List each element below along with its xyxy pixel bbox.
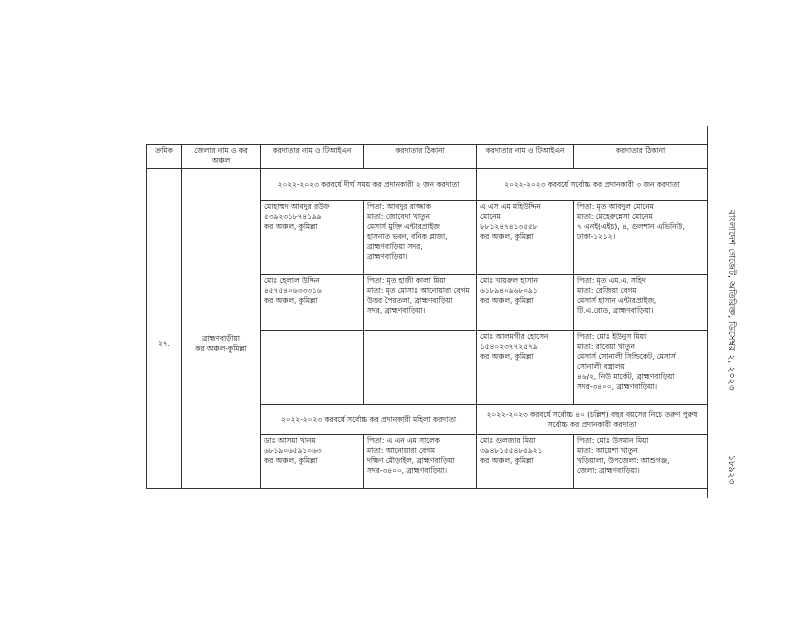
- taxpayer-tin: ১৫৪০২৩৭৭২৫৭৯: [480, 342, 538, 351]
- address-line: সদর-৩৪০০, ব্রাহ্মণবাড়িয়া।: [367, 466, 448, 475]
- section-longest-taxpayers: ২০২২-২০২৩ করবর্ষে দীর্ঘ সময় কর প্রদানকারী ২ জন করদাতা: [261, 169, 477, 201]
- taxpayer-address-cell: [364, 435, 477, 489]
- address-line: মাতা: আনোয়ারা বেগম: [367, 446, 436, 455]
- taxpayer-name: মোনেম: [480, 212, 501, 221]
- header-taxpayer-address-right: করদাতার ঠিকানা: [574, 145, 708, 169]
- address-line: হাসনাত ভবন, বনিক প্লাজা,: [367, 232, 448, 241]
- address-line: মাতা: রেজিয়া বেগম: [577, 286, 637, 295]
- address-line: মাতা: মৃত মোসাঃ আনোয়ারা বেগম: [367, 286, 470, 295]
- address-line: পিতা: মৃত হাজী কালা মিয়া: [367, 276, 446, 285]
- address-line: পিতা: মোঃ উসমান মিয়া: [577, 436, 649, 445]
- address-line: উত্তর পৈরতলা, ব্রাহ্মণবাড়িয়া: [367, 296, 453, 305]
- taxpayer-name-cell: [477, 331, 574, 405]
- address-line: মাতা: মেহেরুন্নেসা মোনেম: [577, 212, 653, 221]
- header-taxpayer-name-left: করদাতার নাম ও টিআইএন: [261, 145, 364, 169]
- address-line: খড়িয়ালা, উপজেলা: আশুগঞ্জ,: [577, 456, 670, 465]
- taxpayer-zone: কর অঞ্চল, কুমিল্লা: [480, 232, 534, 241]
- address-line: ৪৬/২, নিউ মার্কেট, ব্রাহ্মণবাড়িয়া: [577, 372, 675, 381]
- address-line: দক্ষিণ মৌড়াইল, ব্রাহ্মণবাড়িয়া: [367, 456, 455, 465]
- taxpayer-tin: ৬৮১৯০৬৫৯১০৬৩: [264, 446, 322, 455]
- address-line: পিতা: মৃত এম.এ. সহিদ: [577, 276, 646, 285]
- taxpayer-zone: কর অঞ্চল, কুমিল্লা: [480, 296, 534, 305]
- taxpayer-zone: কর অঞ্চল, কুমিল্লা: [480, 352, 534, 361]
- taxpayer-name-cell: [261, 201, 364, 275]
- address-line: মেসার্স মুক্তি এন্টারপ্রাইজ: [367, 222, 440, 231]
- taxpayer-name: এ এস এম মহিউদ্দিন: [480, 202, 541, 211]
- address-line: জেলা: ব্রাহ্মণবাড়িয়া।: [577, 466, 640, 475]
- address-line: পিতা: মৃত আবদুল মোনেম: [577, 202, 654, 211]
- taxpayer-tin: ৩৯৪৮১৫৫৪৮৫৯২১: [480, 446, 543, 455]
- taxpayer-address-cell: [574, 331, 708, 405]
- taxpayer-address-cell: [574, 275, 708, 331]
- address-line: সোনালী বস্ত্রালয়: [577, 362, 625, 371]
- taxpayer-name: মোঃ গুলজার মিয়া: [480, 436, 536, 445]
- page-number: ১৮৯২৩: [726, 455, 736, 485]
- district-cell: [182, 201, 261, 489]
- district-name: ব্রাহ্মণবাড়ীয়া: [201, 334, 241, 344]
- address-line: পিতা: এ এন এম সালেক: [367, 436, 440, 445]
- taxpayer-address-cell: [574, 435, 708, 489]
- taxpayer-tin: ৮৮১২৪৭৪১৩৫৫৮: [480, 222, 538, 231]
- tax-award-table: [146, 144, 708, 489]
- taxpayer-tin: ৪৫৭৫৪০৬৩৩৩১৬: [264, 286, 322, 295]
- taxpayer-name-cell: [261, 435, 364, 489]
- taxpayer-zone: কর অঞ্চল, কুমিল্লা: [480, 456, 534, 465]
- taxpayer-zone: কর অঞ্চল, কুমিল্লা: [264, 222, 318, 231]
- taxpayer-zone: কর অঞ্চল, কুমিল্লা: [264, 296, 318, 305]
- taxpayer-zone: কর অঞ্চল, কুমিল্লা: [264, 456, 318, 465]
- margin-rule: [707, 126, 708, 498]
- address-line: টি.এ.রোড, ব্রাহ্মণবাড়িয়া।: [577, 306, 654, 315]
- taxpayer-name: মোঃ খায়রুল হাসান: [480, 276, 538, 285]
- header-serial: ক্রমিক: [147, 145, 182, 169]
- empty-cell: [261, 331, 364, 405]
- address-line: ব্রাহ্মণবাড়িয়া সদর,: [367, 242, 423, 251]
- address-line: মেসার্স হাসান এন্টারপ্রাইজ,: [577, 296, 657, 305]
- address-line: ৭ এনই(এইচ), ৪, গুলশান এভিনিউ,: [577, 222, 685, 231]
- header-district: জেলার নাম ও কর অঞ্চল: [182, 145, 261, 169]
- taxpayer-address-cell: [364, 275, 477, 331]
- address-line: মাতা: রাবেয়া খাতুন: [577, 342, 635, 351]
- address-line: মেসার্স সোনালী সিন্ডিকেট, মেসার্স: [577, 352, 676, 361]
- taxpayer-name: মোহাম্মদ আবদুর রউফ: [264, 202, 330, 211]
- section-highest-taxpayers: ২০২২-২০২৩ করবর্ষে সর্বোচ্চ কর প্রদানকারী ৩ জন করদাতা: [477, 169, 708, 201]
- taxpayer-address-cell: [364, 201, 477, 275]
- taxpayer-tin: ৫৩৯২৩১৮৭৪১৯৯: [264, 212, 322, 221]
- taxpayer-name-cell: [477, 201, 574, 275]
- taxpayer-name-cell: [261, 275, 364, 331]
- section-young-male-taxpayer: ২০২২-২০২৩ করবর্ষে সর্বোচ্চ ৪০ (চল্লিশ) বছর বয়সের নিচে তরুণ পুরুষ সর্বোচ্চ কর প্রদানকারী করদাতা: [477, 405, 708, 435]
- address-line: ঢাকা-১২১২।: [577, 232, 616, 241]
- taxpayer-name-cell: [477, 275, 574, 331]
- header-taxpayer-address-left: করদাতার ঠিকানা: [364, 145, 477, 169]
- address-line: পিতা: আবদুর রাজ্জাক: [367, 202, 431, 211]
- section-female-taxpayer: ২০২২-২০২৩ করবর্ষে সর্বোচ্চ কর প্রদানকারী মহিলা করদাতা: [261, 405, 477, 435]
- address-line: মাতা: আয়েশা খাতুন: [577, 446, 638, 455]
- empty-cell: [364, 331, 477, 405]
- address-line: সদর-৩৪০০, ব্রাহ্মণবাড়িয়া।: [577, 382, 658, 391]
- taxpayer-name: মোঃ আলমগীর হোসেন: [480, 332, 549, 341]
- taxpayer-name: মোঃ হেলাল উদ্দিন: [264, 276, 320, 285]
- address-line: মাতা: জোবেদা খাতুন: [367, 212, 430, 221]
- taxpayer-name-cell: [477, 435, 574, 489]
- taxpayer-address-cell: [574, 201, 708, 275]
- district-tax-zone: কর অঞ্চল-কুমিল্লা: [195, 344, 247, 354]
- serial-number: ২৭.: [147, 201, 182, 489]
- header-taxpayer-name-right: করদাতার নাম ও টিআইএন: [477, 145, 574, 169]
- address-line: ব্রাহ্মণবাড়িয়া।: [367, 252, 408, 261]
- taxpayer-name: ডাঃ আসমা খানম: [264, 436, 316, 445]
- taxpayer-tin: ৬১৮৯৪০৯৬৮০৯১: [480, 286, 538, 295]
- address-line: সদর, ব্রাহ্মণবাড়িয়া।: [367, 306, 426, 315]
- gazette-header: বাংলাদেশ গেজেট, অতিরিক্ত, ডিসেম্বর ২, ২০২৩: [726, 210, 736, 391]
- address-line: পিতা: মোঃ ইউনুস মিয়া: [577, 332, 647, 341]
